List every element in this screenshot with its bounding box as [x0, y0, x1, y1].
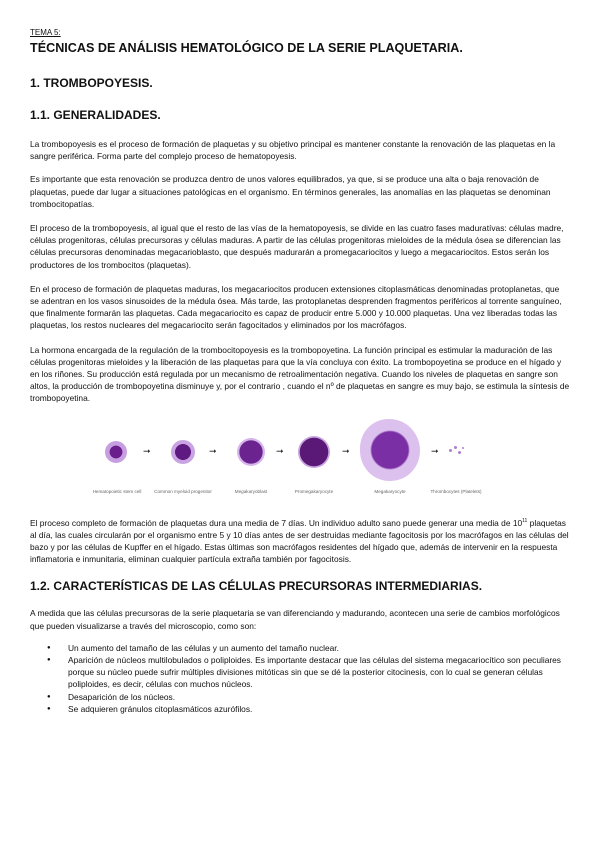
arrow-icon: ➞ [209, 445, 217, 456]
characteristics-list [30, 642, 570, 715]
paragraph-7: A medida que las células precursoras de la serie plaquetaria se van diferenciando y madurando, acontecen una serie de cambios morfológicos que pueden visualizarse a través del microscopio, como son: [30, 608, 560, 631]
paragraph-6 [30, 517, 570, 566]
megakaryoblast-image [237, 438, 265, 466]
figure-label: Megakaryoblast [234, 488, 268, 494]
list-item: ● Aparición de núcleos multilobulados o poliploides. Es importante destacar que las células del sistema megacariocítico son peculiares porque su núcleo puede sufrir múltiples divisiones mitóticas sin que se dé la posterior citocinesis, con lo cual se generan células poliploides, es decir, células con muchos núcleos. [30, 654, 570, 691]
promegakaryocyte-image [298, 436, 330, 468]
arrow-icon: ➞ [143, 445, 151, 456]
document-page [30, 24, 570, 715]
paragraph-5: La hormona encargada de la regulación de la trombocitopoyesis es la trombopoyetina. La función principal es estimular la maduración de las células progenitoras mieloides y la liberación de las plaquetas para que la vía concluya con éxito. La trombopoyetina se produce en el hígado y en los riñones. Su producción está regulada por un mecanismo de retroalimentación negativa. Cuando los niveles de plaquetas en sangre son altos, la producción de trombopoyetina disminuye y, por el contrario , cuando el nº de plaquetas en sangre es muy bajo, se estimula la síntesis de trombopoyetina. [30, 344, 570, 404]
paragraph-1: La trombopoyesis es el proceso de formación de plaquetas y su objetivo principal es mantener constante la renovación de las plaquetas en la sangre periférica. Forma parte del complejo proceso de hematopoyesis. [30, 139, 556, 162]
section-1-heading: 1. TROMBOPOYESIS. [30, 76, 153, 90]
arrow-icon: ➞ [276, 445, 284, 456]
section-1-1-heading: 1.1. GENERALIDADES. [30, 108, 161, 122]
paragraph-6-end: plaquetas al día, las cuales circularán por el organismo entre 5 y 10 días antes de ser destruidas mediante fagocitosis por los macrófagos en las células del bazo y por las células de Kupffer en el hígado. Estas últimas son macrófagos residentes del hígado que, además de intervenir en la respuesta inflamatoria e inmunitaria, eliminan cualquier partícula extraña también por fagocitosis. [30, 517, 569, 565]
document-title: TÉCNICAS DE ANÁLISIS HEMATOLÓGICO DE LA SERIE PLAQUETARIA. [30, 41, 463, 55]
section-1-2-heading: 1.2. CARACTERÍSTICAS DE LAS CÉLULAS PRECURSORAS INTERMEDIARIAS. [30, 579, 483, 594]
list-item: ● Un aumento del tamaño de las células y un aumento del tamaño nuclear. [30, 642, 570, 654]
tema-label: TEMA 5: [30, 28, 61, 37]
figure-label: Megakaryocyte [374, 488, 406, 494]
list-item: ● Desaparición de los núcleos. [30, 691, 570, 703]
paragraph-2: Es importante que esta renovación se produzca dentro de unos valores equilibrados, ya que, si se produce una alta o baja renovación de plaquetas, puede dar lugar a situaciones patológicas en el organismo. En términos generales, las anomalías en las plaquetas se denominan trombocitopatías. [30, 174, 551, 209]
megakaryocyte-image [360, 419, 420, 481]
platelet-image [458, 451, 461, 454]
platelet-image [462, 447, 464, 449]
arrow-icon: ➞ [342, 445, 350, 456]
figure-label: Common myeloid progenitor [154, 488, 212, 494]
myeloid-progenitor-image [171, 440, 195, 464]
exponent: 11 [522, 517, 528, 524]
paragraph-6-start: El proceso completo de formación de plaquetas dura una media de 7 días. Un individuo adulto sano puede generar una media de 10 [30, 517, 523, 528]
arrow-icon: ➞ [431, 445, 439, 456]
platelet-image [454, 446, 457, 449]
paragraph-3: El proceso de la trombopoyesis, al igual que el resto de las vías de la hematopoyesis, se divide en las cuatro fases maduratívas: células madre, células progenitoras, células precursoras y células maduras. A partir de las células progenitoras mieloides de la médula ósea se diferencian las células precursoras denominadas megacarioblasto, que después madurarán a promegacariocitos y luego a megacariocitos. Estos serán los productores de los trombocitos (plaquetas). [30, 223, 564, 270]
figure-label: Thrombocytes (Platelets) [430, 488, 482, 494]
stem-cell-image [105, 441, 127, 463]
paragraph-4: En el proceso de formación de plaquetas maduras, los megacariocitos producen extensiones citoplasmáticas denominadas protoplanetas, que se adentran en los vasos sinusoides de la médula ósea. Más tarde, las protoplanetas desprenden fragmentos periféricos al torrente sanguíneo, que finalmente formarán las plaquetas. Cada megacariocito es capaz de producir entre 5.000 y 10.000 plaquetas. Una vez liberadas todas las plaquetas, los restos nucleares del megacariocito serán fagocitados y eliminados por los macrófagos. [30, 283, 562, 331]
thrombopoiesis-figure [30, 419, 570, 509]
figure-label: Hematopoietic stem cell [92, 488, 142, 494]
list-item: ● Se adquieren gránulos citoplasmáticos azurófilos. [30, 703, 570, 715]
platelet-image [449, 449, 452, 452]
figure-label: Promegakaryocyte [294, 488, 334, 494]
